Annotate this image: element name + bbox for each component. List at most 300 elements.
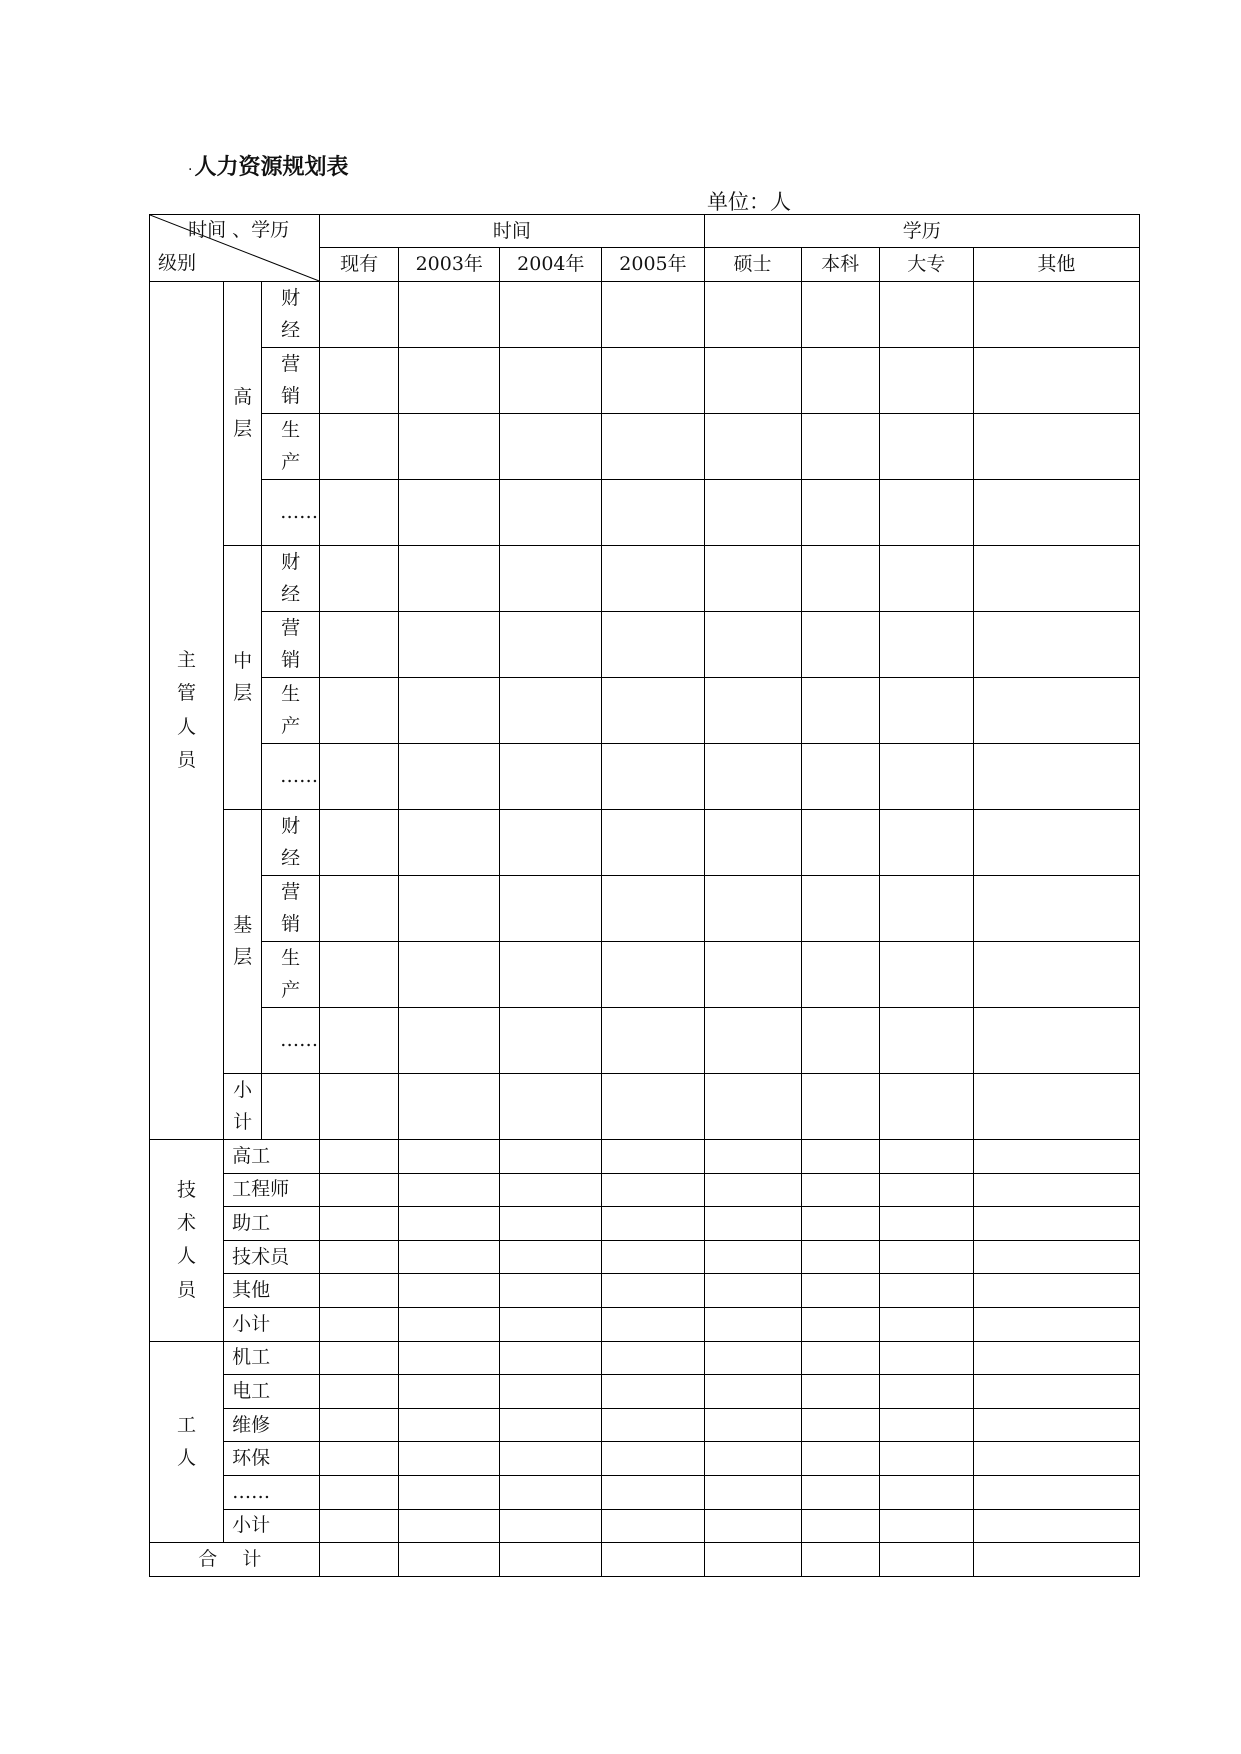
data-cell[interactable] [500,744,602,810]
table-row [150,1509,1140,1543]
category-workers [150,1341,224,1543]
data-cell[interactable] [399,942,500,1008]
table-row [150,348,1140,414]
level-label [224,282,262,546]
data-cell[interactable] [399,1173,500,1207]
data-cell[interactable] [320,1509,399,1543]
data-cell[interactable] [602,348,704,414]
data-cell[interactable] [399,876,500,942]
table-row [150,1240,1140,1274]
data-cell[interactable] [602,612,704,678]
col-header-college: 大专 [879,248,973,282]
data-cell[interactable] [602,414,704,480]
data-cell[interactable] [602,1008,704,1074]
table-row [150,1375,1140,1409]
data-cell[interactable] [602,1074,704,1140]
data-cell[interactable] [879,1341,973,1375]
data-cell[interactable] [602,1307,704,1341]
dept-label-text: 生产 [281,419,301,473]
col-header-master: 硕士 [704,248,801,282]
data-cell[interactable] [973,876,1139,942]
empty-cell [262,1074,320,1140]
data-cell[interactable] [879,1240,973,1274]
data-cell[interactable] [399,546,500,612]
data-cell[interactable] [879,876,973,942]
dept-label [262,678,320,744]
data-cell[interactable] [320,678,399,744]
managers-subtotal-label [224,1074,262,1140]
category-managers-text: 主管人员 [177,649,197,771]
data-cell[interactable] [500,678,602,744]
row-label [224,1274,320,1308]
table-row [150,744,1140,810]
data-cell[interactable] [500,282,602,348]
data-cell[interactable] [704,678,801,744]
dept-label [262,876,320,942]
data-cell[interactable] [973,1274,1139,1308]
data-cell[interactable] [500,480,602,546]
data-cell[interactable] [602,810,704,876]
level-label [224,546,262,810]
data-cell[interactable] [320,348,399,414]
data-cell[interactable] [801,744,879,810]
data-cell[interactable] [399,348,500,414]
data-cell[interactable] [320,1375,399,1409]
data-cell[interactable] [704,1008,801,1074]
data-cell[interactable] [801,612,879,678]
level-label-text: 高层 [233,386,253,440]
data-cell[interactable] [602,744,704,810]
data-cell[interactable] [973,1509,1139,1543]
data-cell[interactable] [602,1408,704,1442]
data-cell[interactable] [500,1375,602,1409]
data-cell[interactable] [973,810,1139,876]
data-cell[interactable] [399,1442,500,1476]
data-cell[interactable] [801,1475,879,1509]
row-label [224,1341,320,1375]
data-cell[interactable] [320,1207,399,1241]
data-cell[interactable] [500,1475,602,1509]
data-cell[interactable] [973,1408,1139,1442]
data-cell[interactable] [879,1509,973,1543]
table-row [150,1140,1140,1174]
data-cell[interactable] [602,1543,704,1577]
data-cell[interactable] [320,480,399,546]
table-row [150,480,1140,546]
data-cell[interactable] [399,1207,500,1241]
data-cell[interactable] [500,414,602,480]
row-label-text: 维修 [232,1413,271,1436]
data-cell[interactable] [801,1509,879,1543]
data-cell[interactable] [704,1074,801,1140]
data-cell[interactable] [973,1008,1139,1074]
col-header-2003: 2003年 [399,248,500,282]
table-row [150,414,1140,480]
data-cell[interactable] [602,1475,704,1509]
data-cell[interactable] [320,1074,399,1140]
table-row-total [150,1543,1140,1577]
data-cell[interactable] [801,1408,879,1442]
data-cell[interactable] [320,1140,399,1174]
dept-label-text: 财经 [281,287,301,341]
data-cell[interactable] [602,1140,704,1174]
data-cell[interactable] [704,810,801,876]
dept-label [262,744,320,810]
data-cell[interactable] [500,1307,602,1341]
data-cell[interactable] [801,1341,879,1375]
data-cell[interactable] [704,1375,801,1409]
dept-label-text: 财经 [281,551,301,605]
row-label [224,1173,320,1207]
data-cell[interactable] [704,1207,801,1241]
title-text: 人力资源规划表 [194,155,349,180]
data-cell[interactable] [973,1240,1139,1274]
data-cell[interactable] [320,942,399,1008]
dept-label-text: 营销 [281,353,301,407]
data-cell[interactable] [801,1442,879,1476]
dept-label-text: 生产 [281,947,301,1001]
row-label-text: 高工 [232,1144,271,1167]
table-row [150,1008,1140,1074]
data-cell[interactable] [879,1442,973,1476]
data-cell[interactable] [879,348,973,414]
table-row [150,876,1140,942]
data-cell[interactable] [801,810,879,876]
dept-label [262,546,320,612]
data-cell[interactable] [500,942,602,1008]
data-cell[interactable] [801,348,879,414]
data-cell[interactable] [879,1307,973,1341]
table-row [150,1307,1140,1341]
table-row [150,282,1140,348]
dept-label-text: …… [280,500,319,523]
data-cell[interactable] [973,1173,1139,1207]
data-cell[interactable] [879,810,973,876]
table-row [150,810,1140,876]
corner-header-bottom: 级别 [158,252,197,275]
data-cell[interactable] [704,1475,801,1509]
data-cell[interactable] [602,678,704,744]
data-cell[interactable] [320,1543,399,1577]
data-cell[interactable] [879,1543,973,1577]
data-cell[interactable] [801,1375,879,1409]
level-label-text: 基层 [233,914,253,968]
data-cell[interactable] [602,546,704,612]
data-cell[interactable] [704,876,801,942]
level-label-text: 中层 [233,650,253,704]
data-cell[interactable] [801,876,879,942]
data-cell[interactable] [801,1543,879,1577]
data-cell[interactable] [320,1240,399,1274]
data-cell[interactable] [399,612,500,678]
data-cell[interactable] [602,1442,704,1476]
data-cell[interactable] [879,612,973,678]
col-header-bachelor: 本科 [801,248,879,282]
data-cell[interactable] [500,1543,602,1577]
row-label [224,1240,320,1274]
data-cell[interactable] [973,744,1139,810]
data-cell[interactable] [801,1307,879,1341]
data-cell[interactable] [320,1408,399,1442]
data-cell[interactable] [320,876,399,942]
data-cell[interactable] [973,348,1139,414]
dept-label-text: …… [280,1028,319,1051]
data-cell[interactable] [973,1074,1139,1140]
data-cell[interactable] [500,1074,602,1140]
managers-subtotal-label-text: 小计 [233,1079,253,1133]
row-label-text: 环保 [232,1447,271,1470]
data-cell[interactable] [973,480,1139,546]
data-cell[interactable] [879,1274,973,1308]
data-cell[interactable] [973,1140,1139,1174]
data-cell[interactable] [320,1307,399,1341]
education-group-header: 学历 [704,215,1139,248]
table-row [150,1408,1140,1442]
data-cell[interactable] [399,1375,500,1409]
data-cell[interactable] [973,1307,1139,1341]
category-technical-text: 技术人员 [177,1178,197,1301]
data-cell[interactable] [320,744,399,810]
data-cell[interactable] [320,810,399,876]
data-cell[interactable] [973,612,1139,678]
table-row [150,942,1140,1008]
data-cell[interactable] [801,414,879,480]
col-header-other: 其他 [973,248,1139,282]
data-cell[interactable] [602,942,704,1008]
data-cell[interactable] [973,282,1139,348]
data-cell[interactable] [704,1442,801,1476]
data-cell[interactable] [801,1074,879,1140]
data-cell[interactable] [320,414,399,480]
data-cell[interactable] [879,1375,973,1409]
dept-label-text: 生产 [281,683,301,737]
data-cell[interactable] [602,1207,704,1241]
row-label [224,1408,320,1442]
data-cell[interactable] [500,1274,602,1308]
table-row [150,1341,1140,1375]
row-label [224,1307,320,1341]
data-cell[interactable] [704,414,801,480]
data-cell[interactable] [801,1140,879,1174]
dept-label [262,414,320,480]
data-cell[interactable] [801,1173,879,1207]
data-cell[interactable] [879,282,973,348]
data-cell[interactable] [399,1509,500,1543]
data-cell[interactable] [704,1140,801,1174]
data-cell[interactable] [320,1341,399,1375]
corner-header-top: 时间 、学历 [188,219,290,241]
data-cell[interactable] [879,1074,973,1140]
data-cell[interactable] [320,282,399,348]
data-cell[interactable] [704,1274,801,1308]
data-cell[interactable] [973,1475,1139,1509]
data-cell[interactable] [801,546,879,612]
data-cell[interactable] [801,678,879,744]
data-cell[interactable] [704,1307,801,1341]
data-cell[interactable] [320,1274,399,1308]
category-managers [150,282,224,1140]
data-cell[interactable] [704,942,801,1008]
data-cell[interactable] [704,1341,801,1375]
data-cell[interactable] [704,282,801,348]
data-cell[interactable] [879,744,973,810]
data-cell[interactable] [399,1307,500,1341]
data-cell[interactable] [704,1240,801,1274]
row-label [224,1442,320,1476]
data-cell[interactable] [320,1475,399,1509]
data-cell[interactable] [879,1475,973,1509]
data-cell[interactable] [602,1509,704,1543]
data-cell[interactable] [399,1408,500,1442]
hr-plan-table [149,214,1140,1577]
data-cell[interactable] [399,1274,500,1308]
data-cell[interactable] [879,1140,973,1174]
data-cell[interactable] [602,1173,704,1207]
data-cell[interactable] [320,1442,399,1476]
data-cell[interactable] [602,282,704,348]
data-cell[interactable] [801,282,879,348]
col-header-2004: 2004年 [500,248,602,282]
data-cell[interactable] [879,1008,973,1074]
data-cell[interactable] [704,480,801,546]
data-cell[interactable] [500,1008,602,1074]
table-row [150,678,1140,744]
dept-label-text: 财经 [281,815,301,869]
row-label-text: 助工 [232,1212,271,1235]
title-bullet: · [188,162,193,178]
data-cell[interactable] [973,1341,1139,1375]
data-cell[interactable] [399,1008,500,1074]
row-label [224,1475,320,1509]
data-cell[interactable] [973,1543,1139,1577]
data-cell[interactable] [879,1207,973,1241]
data-cell[interactable] [399,678,500,744]
data-cell[interactable] [704,1543,801,1577]
data-cell[interactable] [500,612,602,678]
row-label-text: 技术员 [232,1245,290,1268]
data-cell[interactable] [399,1074,500,1140]
data-cell[interactable] [704,1408,801,1442]
data-cell[interactable] [399,744,500,810]
data-cell[interactable] [320,1008,399,1074]
row-label-text: 小计 [232,1312,271,1335]
dept-label [262,942,320,1008]
table-row [150,546,1140,612]
data-cell[interactable] [801,1274,879,1308]
table-row [150,1475,1140,1509]
data-cell[interactable] [399,480,500,546]
dept-label [262,612,320,678]
data-cell[interactable] [801,1207,879,1241]
data-cell[interactable] [399,1543,500,1577]
data-cell[interactable] [500,1140,602,1174]
data-cell[interactable] [973,546,1139,612]
data-cell[interactable] [500,1442,602,1476]
data-cell[interactable] [801,480,879,546]
dept-label-text: 营销 [281,881,301,935]
row-label [224,1375,320,1409]
data-cell[interactable] [500,1408,602,1442]
row-label [224,1509,320,1543]
page-title [188,150,348,181]
row-label [224,1207,320,1241]
data-cell[interactable] [602,1341,704,1375]
data-cell[interactable] [879,942,973,1008]
data-cell[interactable] [704,1173,801,1207]
data-cell[interactable] [879,678,973,744]
unit-label: 单位：人 [707,190,791,214]
data-cell[interactable] [879,414,973,480]
data-cell[interactable] [500,1341,602,1375]
data-cell[interactable] [500,876,602,942]
data-cell[interactable] [500,348,602,414]
data-cell[interactable] [399,1341,500,1375]
data-cell[interactable] [801,1008,879,1074]
data-cell[interactable] [801,1240,879,1274]
data-cell[interactable] [973,942,1139,1008]
data-cell[interactable] [500,1207,602,1241]
data-cell[interactable] [973,678,1139,744]
row-label-text: 小计 [232,1514,271,1537]
data-cell[interactable] [704,1509,801,1543]
table-row [150,1074,1140,1140]
data-cell[interactable] [704,348,801,414]
data-cell[interactable] [602,480,704,546]
data-cell[interactable] [973,414,1139,480]
dept-label [262,282,320,348]
dept-label [262,348,320,414]
table-row [150,612,1140,678]
data-cell[interactable] [879,480,973,546]
data-cell[interactable] [879,1408,973,1442]
data-cell[interactable] [399,1240,500,1274]
data-cell[interactable] [500,810,602,876]
data-cell[interactable] [399,810,500,876]
data-cell[interactable] [320,1173,399,1207]
table-row [150,1207,1140,1241]
data-cell[interactable] [320,612,399,678]
data-cell[interactable] [602,876,704,942]
data-cell[interactable] [399,1140,500,1174]
col-header-2005: 2005年 [602,248,704,282]
data-cell[interactable] [973,1207,1139,1241]
data-cell[interactable] [704,744,801,810]
col-header-current: 现有 [320,248,399,282]
data-cell[interactable] [399,1475,500,1509]
data-cell[interactable] [399,282,500,348]
data-cell[interactable] [320,546,399,612]
data-cell[interactable] [602,1240,704,1274]
data-cell[interactable] [704,546,801,612]
dept-label [262,480,320,546]
data-cell[interactable] [973,1375,1139,1409]
data-cell[interactable] [500,1509,602,1543]
data-cell[interactable] [879,1173,973,1207]
data-cell[interactable] [500,1173,602,1207]
table-row [150,1173,1140,1207]
data-cell[interactable] [500,546,602,612]
data-cell[interactable] [602,1375,704,1409]
row-label-text: 机工 [232,1346,271,1369]
data-cell[interactable] [399,414,500,480]
data-cell[interactable] [879,546,973,612]
data-cell[interactable] [801,942,879,1008]
data-cell[interactable] [704,612,801,678]
data-cell[interactable] [973,1442,1139,1476]
data-cell[interactable] [500,1240,602,1274]
data-cell[interactable] [602,1274,704,1308]
header-row-1 [150,215,1140,248]
